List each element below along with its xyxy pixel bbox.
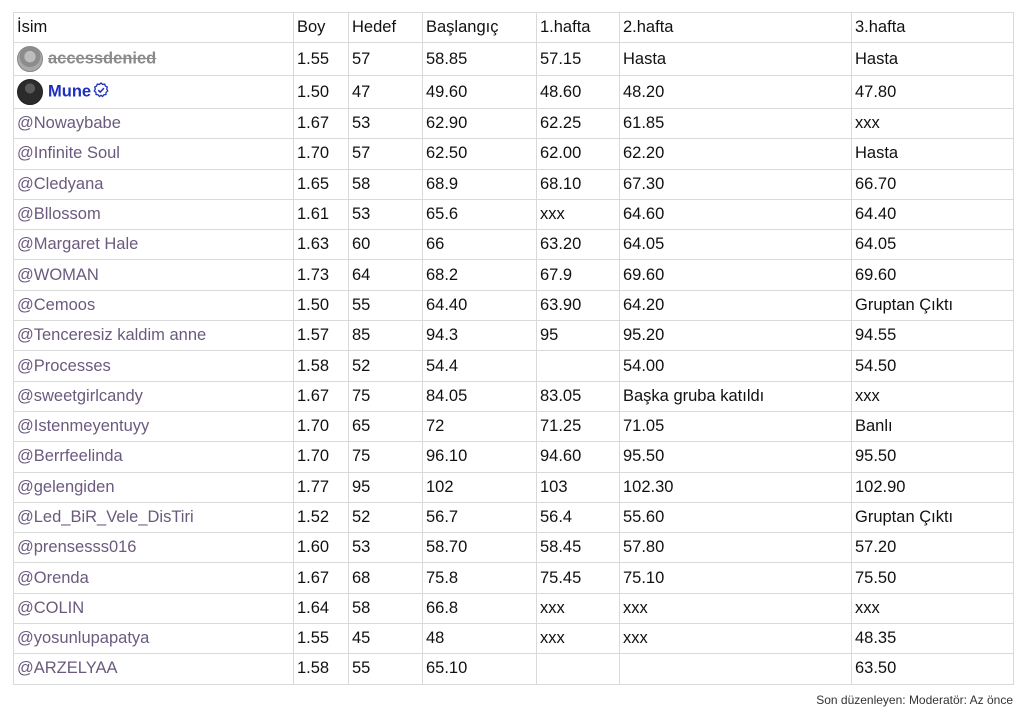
boy-cell: 1.57 (294, 321, 349, 351)
name-cell[interactable] (14, 654, 294, 684)
name-cell[interactable] (14, 230, 294, 260)
hedef-cell: 60 (349, 230, 423, 260)
boy-cell: 1.64 (294, 593, 349, 623)
baslangic-cell: 68.2 (423, 260, 537, 290)
boy-cell: 1.70 (294, 139, 349, 169)
user-link[interactable]: @Margaret Hale (17, 235, 139, 254)
baslangic-cell: 62.90 (423, 109, 537, 139)
hedef-cell: 52 (349, 351, 423, 381)
column-header-week3: 3.hafta (852, 13, 1014, 43)
name-cell[interactable] (14, 351, 294, 381)
column-header-boy: Boy (294, 13, 349, 43)
name-cell[interactable] (14, 624, 294, 654)
week3-cell: 69.60 (852, 260, 1014, 290)
hedef-cell: 57 (349, 139, 423, 169)
boy-cell: 1.67 (294, 563, 349, 593)
name-cell[interactable] (14, 593, 294, 623)
week1-cell: 62.25 (537, 109, 620, 139)
week1-cell: 57.15 (537, 43, 620, 76)
week2-cell: xxx (620, 593, 852, 623)
hedef-cell: 53 (349, 199, 423, 229)
user-link[interactable]: accessdenied (48, 49, 157, 68)
user-link[interactable]: @Istenmeyentuyy (17, 417, 150, 436)
header-row (14, 13, 1014, 43)
boy-cell: 1.61 (294, 199, 349, 229)
user-link[interactable]: @Tenceresiz kaldim anne (17, 326, 207, 345)
table-row (14, 321, 1014, 351)
table-row (14, 139, 1014, 169)
column-header-week1: 1.hafta (537, 13, 620, 43)
name-cell[interactable] (14, 321, 294, 351)
user-link[interactable]: @COLIN (17, 598, 85, 617)
week2-cell: 95.20 (620, 321, 852, 351)
user-link[interactable]: @Nowaybabe (17, 114, 121, 133)
hedef-cell: 58 (349, 593, 423, 623)
week3-cell: 63.50 (852, 654, 1014, 684)
boy-cell: 1.52 (294, 502, 349, 532)
week3-cell: 64.40 (852, 199, 1014, 229)
week1-cell: 62.00 (537, 139, 620, 169)
hedef-cell: 75 (349, 442, 423, 472)
week2-cell: 102.30 (620, 472, 852, 502)
baslangic-cell: 58.85 (423, 43, 537, 76)
week1-cell: 68.10 (537, 169, 620, 199)
name-cell[interactable] (14, 199, 294, 229)
baslangic-cell: 84.05 (423, 381, 537, 411)
week3-cell: 54.50 (852, 351, 1014, 381)
week3-cell: Banlı (852, 411, 1014, 441)
week1-cell: 63.90 (537, 290, 620, 320)
table-row (14, 230, 1014, 260)
column-header-baslangic: Başlangıç (423, 13, 537, 43)
user-link[interactable]: @sweetgirlcandy (17, 386, 143, 405)
verified-badge-icon (93, 82, 109, 103)
table-row (14, 169, 1014, 199)
boy-cell: 1.67 (294, 381, 349, 411)
table-row (14, 76, 1014, 109)
week3-cell: 48.35 (852, 624, 1014, 654)
user-link[interactable]: @Cledyana (17, 174, 104, 193)
hedef-cell: 53 (349, 109, 423, 139)
week1-cell: 75.45 (537, 563, 620, 593)
boy-cell: 1.58 (294, 654, 349, 684)
user-link[interactable]: @Berrfeelinda (17, 447, 123, 466)
week3-cell: 57.20 (852, 533, 1014, 563)
week3-cell: 95.50 (852, 442, 1014, 472)
table-row (14, 533, 1014, 563)
week1-cell: 95 (537, 321, 620, 351)
baslangic-cell: 58.70 (423, 533, 537, 563)
baslangic-cell: 62.50 (423, 139, 537, 169)
name-cell[interactable] (14, 381, 294, 411)
week3-cell: 64.05 (852, 230, 1014, 260)
week2-cell: 69.60 (620, 260, 852, 290)
week2-cell: Başka gruba katıldı (620, 381, 852, 411)
hedef-cell: 65 (349, 411, 423, 441)
user-link[interactable]: @Infinite Soul (17, 144, 120, 163)
baslangic-cell: 94.3 (423, 321, 537, 351)
weight-tracking-table (13, 12, 1014, 685)
name-cell[interactable] (14, 290, 294, 320)
week2-cell: 71.05 (620, 411, 852, 441)
hedef-cell: 47 (349, 76, 423, 109)
boy-cell: 1.50 (294, 290, 349, 320)
week1-cell (537, 654, 620, 684)
week3-cell: xxx (852, 381, 1014, 411)
hedef-cell: 85 (349, 321, 423, 351)
table-row (14, 624, 1014, 654)
baslangic-cell: 75.8 (423, 563, 537, 593)
week3-cell: xxx (852, 593, 1014, 623)
week2-cell: 95.50 (620, 442, 852, 472)
table-row (14, 442, 1014, 472)
week2-cell: 54.00 (620, 351, 852, 381)
week1-cell: 103 (537, 472, 620, 502)
boy-cell: 1.63 (294, 230, 349, 260)
week2-cell: 64.20 (620, 290, 852, 320)
week3-cell: xxx (852, 109, 1014, 139)
week3-cell: Hasta (852, 139, 1014, 169)
week3-cell: Gruptan Çıktı (852, 502, 1014, 532)
table-row (14, 472, 1014, 502)
user-link[interactable]: @Cemoos (17, 295, 96, 314)
week2-cell: 57.80 (620, 533, 852, 563)
baslangic-cell: 68.9 (423, 169, 537, 199)
table-row (14, 502, 1014, 532)
boy-cell: 1.77 (294, 472, 349, 502)
boy-cell: 1.50 (294, 76, 349, 109)
table-row (14, 43, 1014, 76)
hedef-cell: 45 (349, 624, 423, 654)
week1-cell: 71.25 (537, 411, 620, 441)
week2-cell: Hasta (620, 43, 852, 76)
table-row (14, 411, 1014, 441)
table-row (14, 260, 1014, 290)
hedef-cell: 55 (349, 290, 423, 320)
week2-cell: 61.85 (620, 109, 852, 139)
baslangic-cell: 72 (423, 411, 537, 441)
boy-cell: 1.55 (294, 43, 349, 76)
name-cell[interactable] (14, 76, 294, 109)
hedef-cell: 75 (349, 381, 423, 411)
week1-cell: 48.60 (537, 76, 620, 109)
week3-cell: 47.80 (852, 76, 1014, 109)
week2-cell (620, 654, 852, 684)
user-link[interactable]: Mune (48, 82, 92, 101)
user-link[interactable]: @Bllossom (17, 205, 101, 224)
column-header-hedef: Hedef (349, 13, 423, 43)
week1-cell: xxx (537, 199, 620, 229)
week3-cell: 75.50 (852, 563, 1014, 593)
week1-cell: xxx (537, 593, 620, 623)
name-cell[interactable] (14, 502, 294, 532)
week3-cell: Hasta (852, 43, 1014, 76)
user-link[interactable]: @Orenda (17, 568, 89, 587)
boy-cell: 1.65 (294, 169, 349, 199)
name-cell[interactable] (14, 43, 294, 76)
baslangic-cell: 64.40 (423, 290, 537, 320)
table-row (14, 199, 1014, 229)
hedef-cell: 55 (349, 654, 423, 684)
baslangic-cell: 66 (423, 230, 537, 260)
table-row (14, 381, 1014, 411)
week1-cell: xxx (537, 624, 620, 654)
boy-cell: 1.73 (294, 260, 349, 290)
week2-cell: 55.60 (620, 502, 852, 532)
table-row (14, 654, 1014, 684)
baslangic-cell: 102 (423, 472, 537, 502)
week3-cell: Gruptan Çıktı (852, 290, 1014, 320)
name-cell[interactable] (14, 411, 294, 441)
hedef-cell: 64 (349, 260, 423, 290)
user-avatar-dark-icon[interactable] (17, 79, 43, 105)
table-row (14, 290, 1014, 320)
name-cell[interactable] (14, 442, 294, 472)
user-link[interactable]: @gelengiden (17, 477, 115, 496)
baslangic-cell: 65.10 (423, 654, 537, 684)
week1-cell (537, 351, 620, 381)
baslangic-cell: 65.6 (423, 199, 537, 229)
name-cell[interactable] (14, 109, 294, 139)
user-link[interactable]: @WOMAN (17, 265, 99, 284)
week2-cell: 64.05 (620, 230, 852, 260)
table-row (14, 593, 1014, 623)
boy-cell: 1.55 (294, 624, 349, 654)
week3-cell: 102.90 (852, 472, 1014, 502)
week2-cell: xxx (620, 624, 852, 654)
week2-cell: 75.10 (620, 563, 852, 593)
baslangic-cell: 56.7 (423, 502, 537, 532)
week1-cell: 67.9 (537, 260, 620, 290)
last-edited-note: Son düzenleyen: Moderatör: Az önce (816, 693, 1013, 707)
user-link[interactable]: @ARZELYAA (17, 659, 118, 678)
hedef-cell: 53 (349, 533, 423, 563)
week1-cell: 58.45 (537, 533, 620, 563)
name-cell[interactable] (14, 563, 294, 593)
baslangic-cell: 48 (423, 624, 537, 654)
boy-cell: 1.70 (294, 411, 349, 441)
name-cell[interactable] (14, 260, 294, 290)
column-header-week2: 2.hafta (620, 13, 852, 43)
name-cell[interactable] (14, 533, 294, 563)
column-header-name: İsim (14, 13, 294, 43)
user-avatar-gray-icon[interactable] (17, 46, 43, 72)
name-cell[interactable] (14, 472, 294, 502)
user-link[interactable]: @Led_BiR_Vele_DisTiri (17, 508, 194, 526)
boy-cell: 1.58 (294, 351, 349, 381)
week2-cell: 62.20 (620, 139, 852, 169)
table-row (14, 563, 1014, 593)
hedef-cell: 57 (349, 43, 423, 76)
baslangic-cell: 54.4 (423, 351, 537, 381)
baslangic-cell: 96.10 (423, 442, 537, 472)
week1-cell: 56.4 (537, 502, 620, 532)
name-cell[interactable] (14, 169, 294, 199)
user-link[interactable]: @Processes (17, 356, 111, 375)
hedef-cell: 52 (349, 502, 423, 532)
week1-cell: 63.20 (537, 230, 620, 260)
week2-cell: 48.20 (620, 76, 852, 109)
boy-cell: 1.70 (294, 442, 349, 472)
user-link[interactable]: @prensesss016 (17, 538, 137, 557)
week3-cell: 66.70 (852, 169, 1014, 199)
hedef-cell: 95 (349, 472, 423, 502)
week1-cell: 83.05 (537, 381, 620, 411)
name-cell[interactable] (14, 139, 294, 169)
table-row (14, 351, 1014, 381)
boy-cell: 1.67 (294, 109, 349, 139)
table-row (14, 109, 1014, 139)
baslangic-cell: 66.8 (423, 593, 537, 623)
user-link[interactable]: @yosunlupapatya (17, 629, 150, 648)
hedef-cell: 68 (349, 563, 423, 593)
week2-cell: 64.60 (620, 199, 852, 229)
week2-cell: 67.30 (620, 169, 852, 199)
table-body (14, 43, 1014, 685)
boy-cell: 1.60 (294, 533, 349, 563)
week1-cell: 94.60 (537, 442, 620, 472)
week3-cell: 94.55 (852, 321, 1014, 351)
baslangic-cell: 49.60 (423, 76, 537, 109)
hedef-cell: 58 (349, 169, 423, 199)
